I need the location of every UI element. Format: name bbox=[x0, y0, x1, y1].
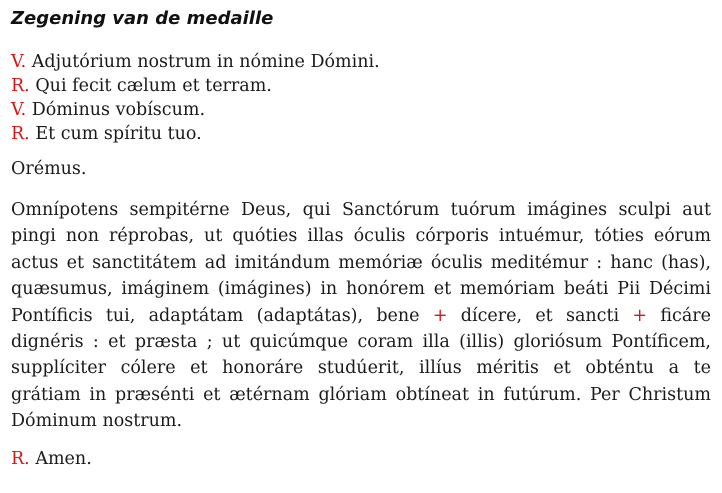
versicle-line bbox=[11, 50, 711, 74]
prayer-line: dignéris : et præsta ; ut quicúmque coram illa (illis) gloriósum Pontíficem, bbox=[11, 332, 711, 353]
response-text: Qui fecit cælum et terram. bbox=[35, 76, 272, 96]
prayer-line: Omnípotens sempitérne Deus, qui Sanctórum tuórum imágines sculpi aut bbox=[11, 200, 711, 220]
prayer-segment: ficáre bbox=[660, 305, 712, 326]
sign-of-cross-icon: + bbox=[432, 305, 448, 326]
prayer-paragraph bbox=[11, 197, 711, 435]
versicle-line bbox=[11, 98, 711, 122]
prayer-line: Dóminum nostrum. bbox=[11, 411, 183, 432]
page-title: Zegening van de medaille bbox=[11, 8, 274, 29]
response-mark: R. bbox=[11, 76, 30, 96]
response-text: Et cum spíritu tuo. bbox=[35, 124, 202, 144]
document-page bbox=[11, 7, 711, 471]
amen-response bbox=[11, 447, 711, 471]
amen-text: Amen. bbox=[35, 448, 92, 469]
prayer-segment: Pontíficis tui, adaptátam (adaptátas), bene bbox=[11, 305, 433, 326]
prayer-segment: dícere, et sancti bbox=[460, 305, 633, 326]
response-line bbox=[11, 122, 711, 146]
prayer-line: actus et sanctitátem ad imitándum memóriæ óculis meditémur : hanc (has), bbox=[11, 252, 711, 273]
prayer-line: quæsumus, imáginem (imágines) in honórem et memóriam beáti Pii Décimi bbox=[11, 279, 711, 300]
versicle-text: Adjutórium nostrum in nómine Dómini. bbox=[31, 52, 380, 72]
response-mark: R. bbox=[11, 448, 30, 469]
sign-of-cross-icon: + bbox=[632, 305, 648, 326]
versicle-mark: V. bbox=[11, 100, 27, 120]
response-line bbox=[11, 74, 711, 98]
versicle-mark: V. bbox=[11, 52, 27, 72]
response-mark: R. bbox=[11, 124, 30, 144]
prayer-line: pingi non réprobas, ut quóties illas óculis córporis intuémur, tóties eórum bbox=[11, 226, 711, 247]
oremus-line: Orémus. bbox=[11, 159, 87, 179]
prayer-line: grátiam in præsénti et ætérnam glóriam obtíneat in futúrum. Per Christum bbox=[11, 384, 711, 405]
versicle-text: Dóminus vobíscum. bbox=[31, 100, 206, 120]
versicle-block bbox=[11, 50, 711, 146]
prayer-line: supplíciter cólere et honoráre studúerit, illíus méritis et obténtu a te bbox=[11, 358, 711, 379]
prayer-line-with-crosses bbox=[11, 303, 711, 329]
